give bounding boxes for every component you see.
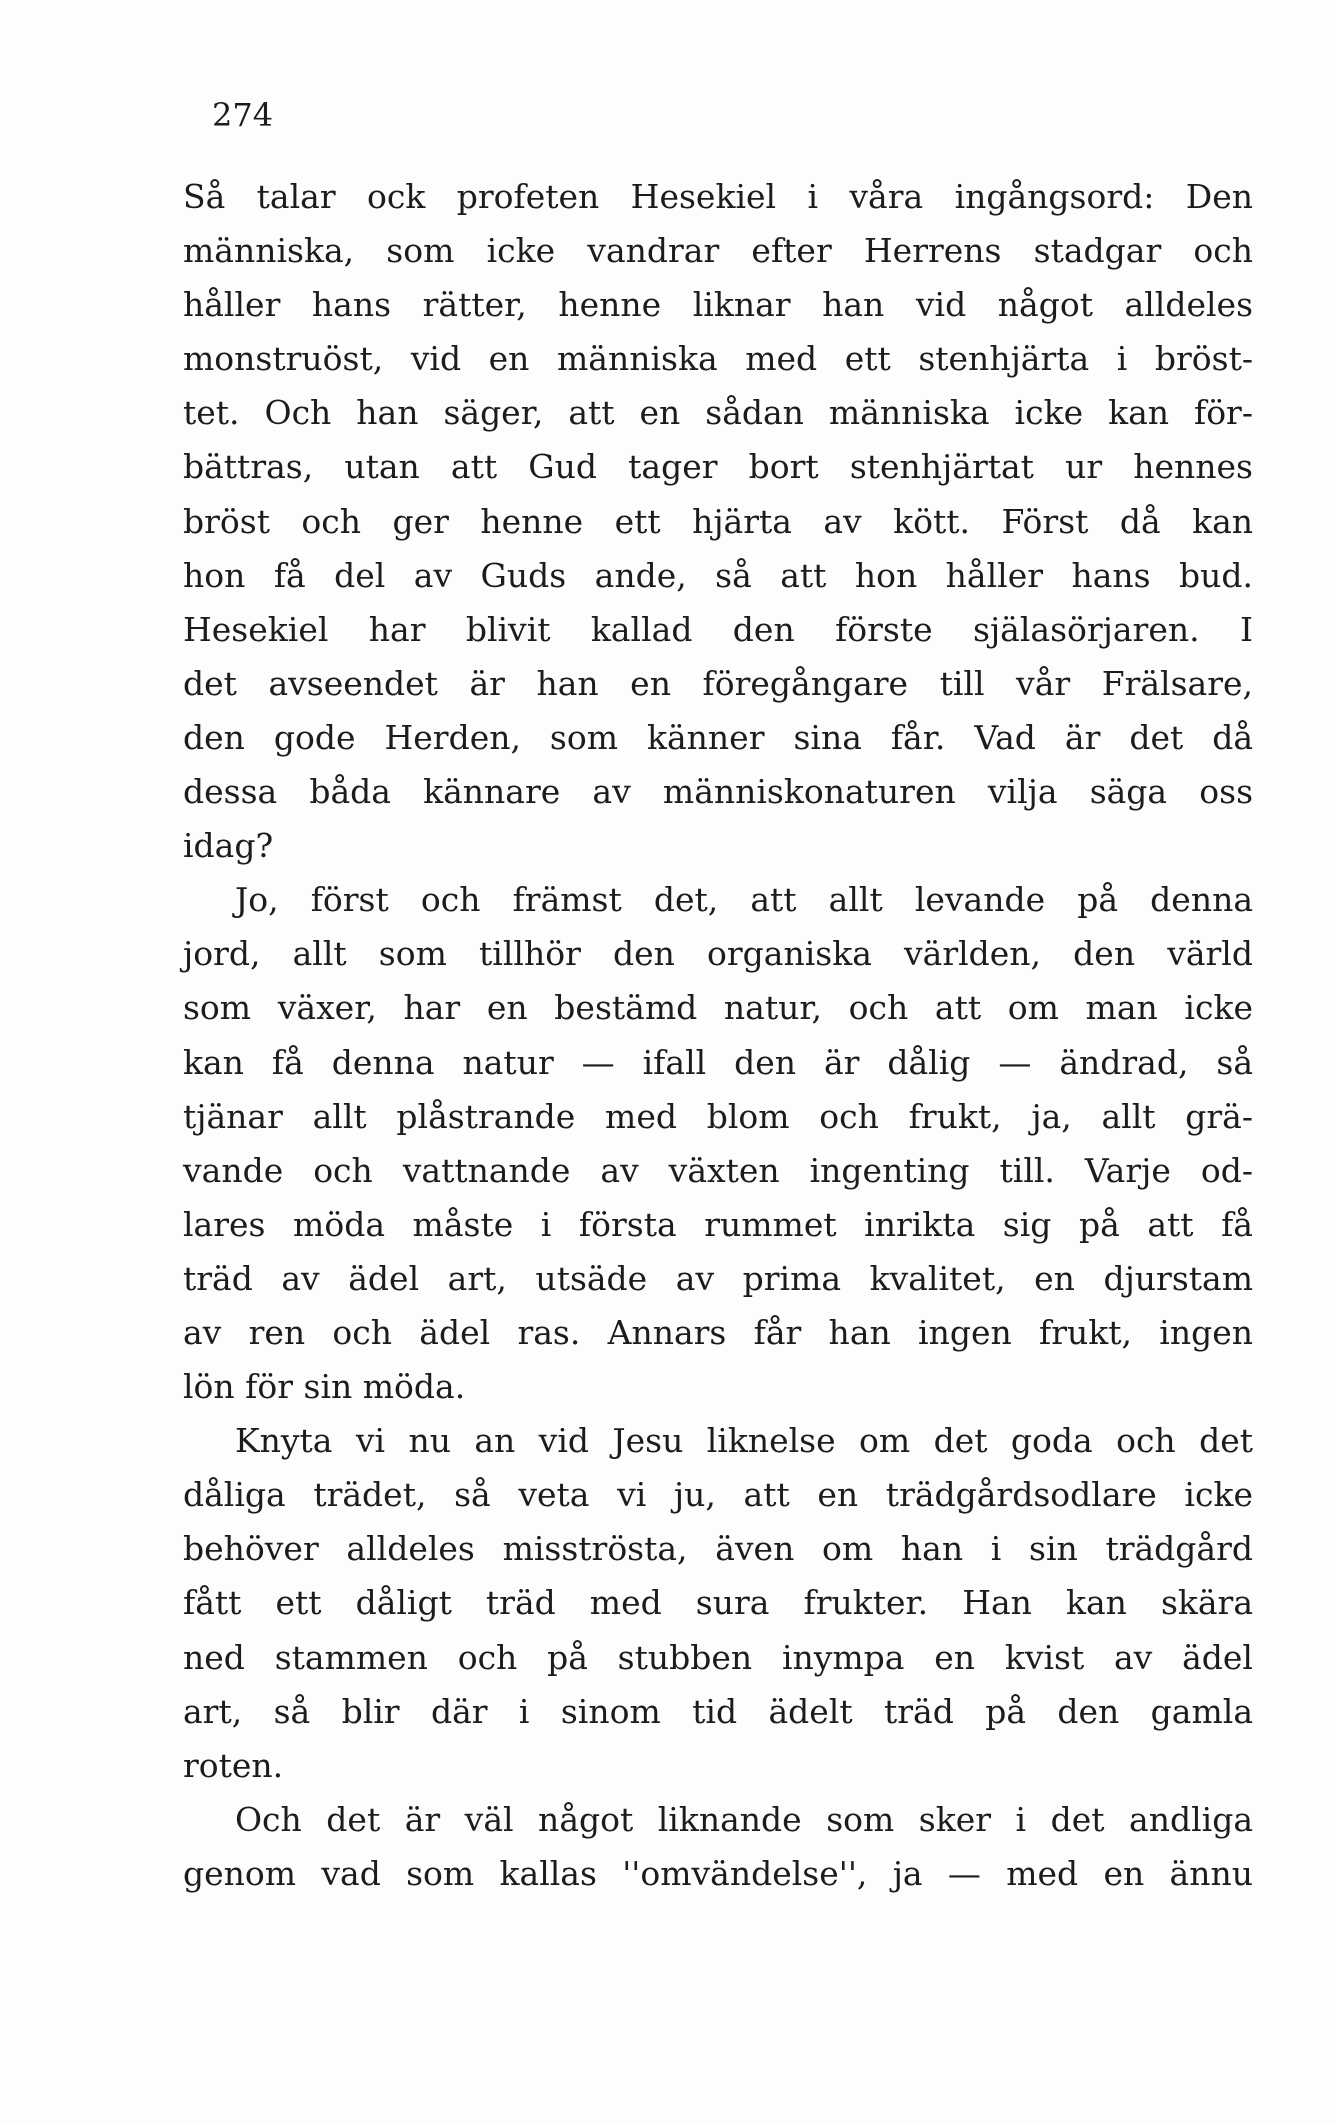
text-line: hon få del av Guds ande, så att hon håller hans bud. xyxy=(183,555,1253,595)
text-line: jord, allt som tillhör den organiska världen, den värld xyxy=(183,934,1253,974)
text-line: håller hans rätter, henne liknar han vid något alldeles xyxy=(183,285,1253,325)
text-line: fått ett dåligt träd med sura frukter. Han kan skära xyxy=(183,1583,1253,1623)
text-line: bättras, utan att Gud tager bort stenhjärtat ur hennes xyxy=(183,447,1253,487)
text-line: Så talar ock profeten Hesekiel i våra ingångsord: Den xyxy=(183,177,1253,216)
text-line: vande och vattnande av växten ingenting till. Varje od- xyxy=(183,1150,1253,1190)
text-line: bröst och ger henne ett hjärta av kött. Först då kan xyxy=(183,501,1253,541)
text-line: Och det är väl något liknande som sker i det andliga xyxy=(235,1799,1253,1839)
text-line: dessa båda kännare av människonaturen vilja säga oss xyxy=(183,772,1253,812)
text-line: det avseendet är han en föregångare till vår Frälsare, xyxy=(183,663,1253,703)
text-line: roten. xyxy=(183,1745,284,1785)
text-line: den gode Herden, som känner sina får. Vad är det då xyxy=(183,717,1253,757)
body-text xyxy=(183,170,1253,1901)
text-line: som växer, har en bestämd natur, och att om man icke xyxy=(183,988,1253,1028)
text-line: av ren och ädel ras. Annars får han ingen frukt, ingen xyxy=(183,1312,1253,1352)
text-line: art, så blir där i sinom tid ädelt träd på den gamla xyxy=(183,1691,1253,1731)
text-line: ned stammen och på stubben inympa en kvist av ädel xyxy=(183,1637,1253,1677)
text-line: Knyta vi nu an vid Jesu liknelse om det goda och det xyxy=(235,1421,1253,1461)
text-line: tet. Och han säger, att en sådan människa icke kan för- xyxy=(183,393,1253,433)
text-line: monstruöst, vid en människa med ett stenhjärta i bröst- xyxy=(183,339,1253,379)
text-line: Jo, först och främst det, att allt levande på denna xyxy=(235,880,1253,920)
page-number: 274 xyxy=(212,96,274,134)
text-line: lön för sin möda. xyxy=(183,1367,466,1407)
text-line: kan få denna natur — ifall den är dålig — ändrad, så xyxy=(183,1042,1253,1082)
text-line: träd av ädel art, utsäde av prima kvalitet, en djurstam xyxy=(183,1258,1253,1298)
text-line: behöver alldeles misströsta, även om han i sin trädgård xyxy=(183,1529,1253,1569)
text-line: genom vad som kallas ''omvändelse'', ja — med en ännu xyxy=(183,1853,1253,1893)
text-line: idag? xyxy=(183,826,274,866)
text-line: Hesekiel har blivit kallad den förste själasörjaren. I xyxy=(183,609,1253,649)
text-line: tjänar allt plåstrande med blom och frukt, ja, allt grä- xyxy=(183,1096,1253,1136)
text-line: människa, som icke vandrar efter Herrens stadgar och xyxy=(183,231,1253,271)
text-line: dåliga trädet, så veta vi ju, att en trädgårdsodlare icke xyxy=(183,1475,1253,1515)
text-line: lares möda måste i första rummet inrikta sig på att få xyxy=(183,1204,1253,1244)
